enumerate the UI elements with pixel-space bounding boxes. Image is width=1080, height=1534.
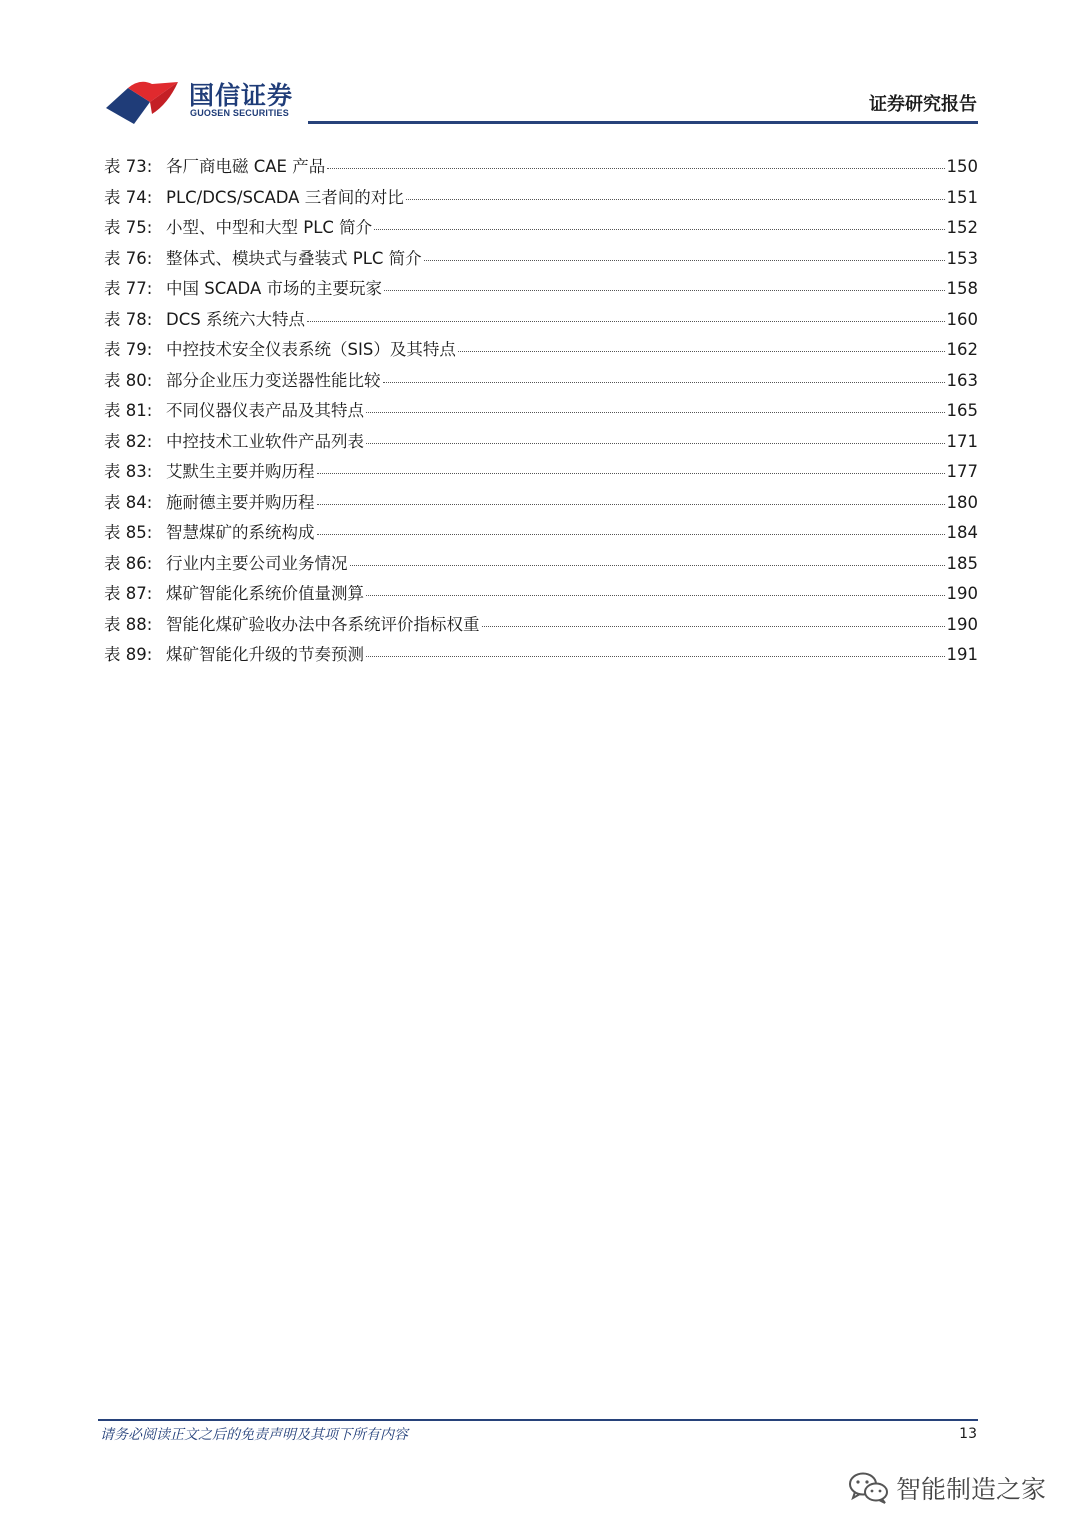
toc-title: 煤矿智能化系统价值量测算 — [166, 584, 364, 603]
toc-leader — [327, 168, 944, 169]
toc-title: 中控技术安全仪表系统（SIS）及其特点 — [166, 340, 456, 359]
toc-label: 表 75: — [104, 218, 153, 237]
watermark — [848, 1468, 1046, 1508]
toc-leader — [482, 626, 945, 627]
toc-entry[interactable] — [104, 214, 978, 245]
toc-page: 163 — [946, 370, 978, 390]
page-number: 13 — [959, 1426, 977, 1442]
toc-entry[interactable] — [104, 428, 978, 459]
footer-disclaimer: 请务必阅读正文之后的免责声明及其项下所有内容 — [100, 1427, 408, 1443]
toc-page: 158 — [946, 279, 978, 298]
toc-leader — [366, 443, 945, 444]
toc-entry[interactable] — [104, 153, 978, 184]
toc-title: 行业内主要公司业务情况 — [166, 553, 348, 573]
toc-page: 171 — [946, 431, 978, 451]
toc-entry[interactable] — [104, 367, 978, 398]
toc-leader — [317, 473, 945, 474]
toc-title: 施耐德主要并购历程 — [166, 492, 315, 512]
toc-label: 表 76: — [104, 248, 153, 268]
toc-leader — [307, 321, 945, 322]
toc-label: 表 77: — [104, 279, 153, 298]
toc-title: 不同仪器仪表产品及其特点 — [166, 401, 364, 420]
toc-title: 各厂商电磁 CAE 产品 — [166, 157, 326, 176]
toc-page: 185 — [946, 553, 978, 573]
toc-entry[interactable] — [104, 336, 978, 367]
toc-leader — [383, 382, 945, 383]
footer-divider — [98, 1419, 978, 1421]
toc-entry[interactable] — [104, 519, 978, 550]
toc-leader — [366, 656, 945, 657]
toc-entry[interactable] — [104, 458, 978, 489]
toc-leader — [350, 565, 945, 566]
toc-title: 智慧煤矿的系统构成 — [166, 523, 315, 542]
toc-page: 165 — [946, 401, 978, 420]
wechat-icon — [848, 1471, 890, 1505]
toc-label: 表 81: — [104, 401, 153, 420]
toc-label: 表 88: — [104, 614, 153, 634]
toc-label: 表 89: — [104, 645, 153, 664]
toc-label: 表 74: — [104, 187, 153, 207]
table-list — [104, 153, 978, 672]
toc-label: 表 85: — [104, 523, 153, 542]
logo-english-name: GUOSEN SECURITIES — [190, 108, 289, 118]
toc-page: 184 — [946, 523, 978, 542]
toc-page: 162 — [946, 340, 978, 359]
guosen-logo-icon — [106, 78, 186, 126]
toc-entry[interactable] — [104, 397, 978, 428]
toc-label: 表 82: — [104, 431, 153, 451]
toc-entry[interactable] — [104, 550, 978, 581]
toc-label: 表 86: — [104, 553, 153, 573]
toc-label: 表 79: — [104, 340, 153, 359]
toc-label: 表 84: — [104, 492, 153, 512]
toc-entry[interactable] — [104, 306, 978, 337]
toc-title: 煤矿智能化升级的节奏预测 — [166, 645, 364, 664]
toc-page: 160 — [946, 309, 978, 329]
toc-label: 表 87: — [104, 584, 153, 603]
toc-page: 177 — [946, 462, 978, 481]
toc-page: 153 — [946, 248, 978, 268]
toc-page: 191 — [946, 645, 978, 664]
logo-chinese-name: 国信证券 — [189, 81, 294, 110]
toc-entry[interactable] — [104, 611, 978, 642]
toc-title: 小型、中型和大型 PLC 简介 — [166, 218, 373, 237]
toc-page: 190 — [946, 584, 978, 603]
toc-leader — [366, 595, 945, 596]
toc-leader — [406, 199, 945, 200]
toc-leader — [424, 260, 945, 261]
toc-title: 艾默生主要并购历程 — [166, 462, 315, 481]
toc-title: 整体式、模块式与叠装式 PLC 简介 — [166, 248, 422, 268]
toc-leader — [317, 504, 945, 505]
toc-label: 表 83: — [104, 462, 153, 481]
watermark-text: 智能制造之家 — [895, 1475, 1046, 1504]
toc-entry[interactable] — [104, 275, 978, 306]
toc-entry[interactable] — [104, 641, 978, 672]
toc-leader — [458, 351, 945, 352]
header-divider — [308, 121, 978, 124]
toc-title: DCS 系统六大特点 — [166, 309, 305, 329]
report-type-label: 证券研究报告 — [869, 94, 977, 115]
toc-title: 中控技术工业软件产品列表 — [166, 431, 364, 451]
toc-title: 智能化煤矿验收办法中各系统评价指标权重 — [166, 614, 480, 634]
toc-page: 190 — [946, 614, 978, 634]
toc-page: 180 — [946, 492, 978, 512]
toc-page: 150 — [946, 157, 978, 176]
toc-leader — [317, 534, 945, 535]
guosen-logo — [106, 76, 296, 126]
toc-title: 中国 SCADA 市场的主要玩家 — [166, 279, 382, 298]
toc-page: 151 — [946, 187, 978, 207]
toc-entry[interactable] — [104, 580, 978, 611]
toc-leader — [366, 412, 945, 413]
toc-title: PLC/DCS/SCADA 三者间的对比 — [166, 187, 404, 207]
toc-page: 152 — [946, 218, 978, 237]
toc-leader — [374, 229, 944, 230]
toc-entry[interactable] — [104, 184, 978, 215]
toc-leader — [384, 290, 945, 291]
toc-entry[interactable] — [104, 489, 978, 520]
toc-label: 表 80: — [104, 370, 153, 390]
toc-title: 部分企业压力变送器性能比较 — [166, 370, 381, 390]
toc-entry[interactable] — [104, 245, 978, 276]
toc-label: 表 78: — [104, 309, 153, 329]
toc-label: 表 73: — [104, 157, 153, 176]
